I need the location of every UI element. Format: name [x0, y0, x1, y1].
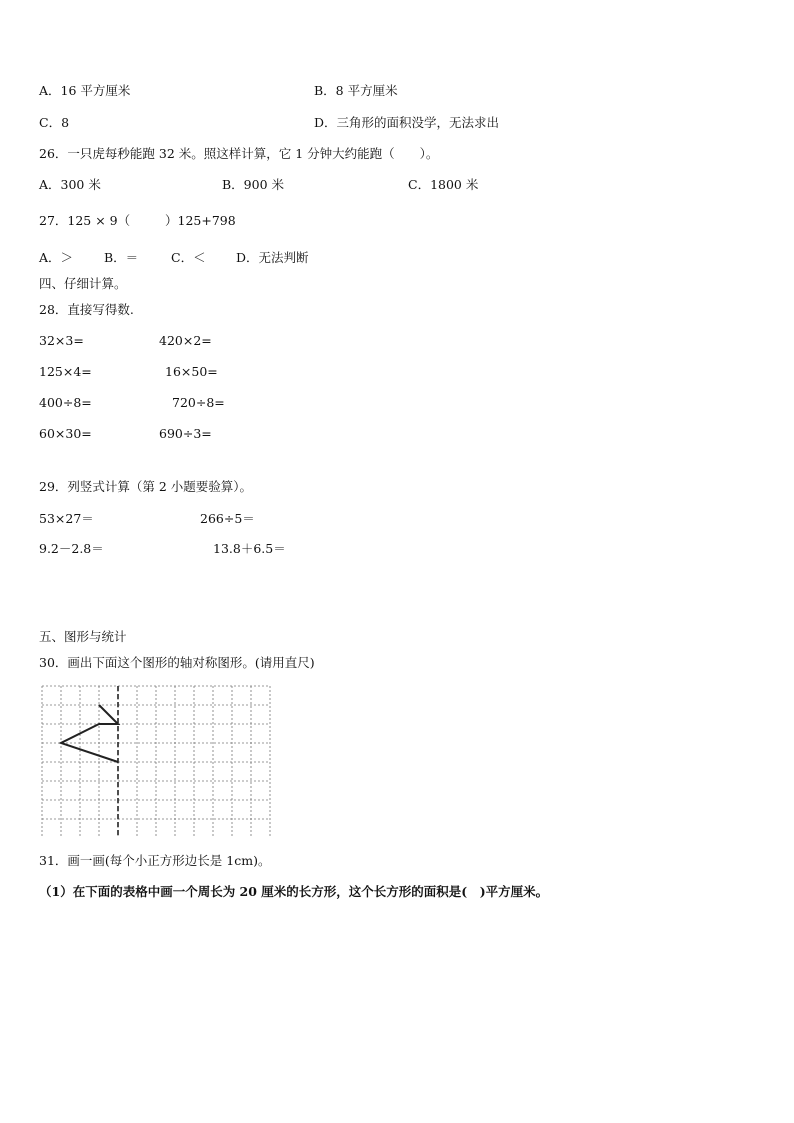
- half-shape: [61, 705, 118, 762]
- q25-option-d[interactable]: D．三角形的面积没学，无法求出: [314, 115, 500, 130]
- q29-item-3: 9.2－2.8＝: [39, 541, 104, 556]
- q30-grid-figure[interactable]: [40, 684, 276, 836]
- q29-item-4: 13.8＋6.5＝: [213, 541, 286, 556]
- q28-item-4: 16×50=: [165, 364, 218, 379]
- q26-option-b[interactable]: B．900 米: [222, 177, 285, 192]
- q28-item-7: 60×30=: [39, 426, 92, 441]
- q27-stem-left: 27．125 × 9（: [39, 213, 131, 228]
- q29-stem: 29．列竖式计算（第 2 小题要验算）。: [39, 479, 253, 494]
- q27-stem-right: ）125+798: [165, 213, 236, 228]
- q31-stem: 31．画一画(每个小正方形边长是 1cm)。: [39, 853, 271, 868]
- q28-item-1: 32×3=: [39, 333, 84, 348]
- q26-option-a[interactable]: A．300 米: [39, 177, 101, 192]
- q27-option-d[interactable]: D．无法判断: [236, 250, 309, 265]
- section-5-title: 五、图形与统计: [39, 629, 127, 644]
- q27-option-a[interactable]: A．＞: [39, 250, 74, 265]
- q29-item-1: 53×27＝: [39, 511, 94, 526]
- q28-item-5: 400÷8=: [39, 395, 92, 410]
- q29-item-2: 266÷5＝: [200, 511, 255, 526]
- q28-item-6: 720÷8=: [172, 395, 225, 410]
- q25-option-b[interactable]: B．8 平方厘米: [314, 83, 398, 98]
- q25-option-a[interactable]: A．16 平方厘米: [39, 83, 131, 98]
- q27-option-b[interactable]: B．＝: [104, 250, 139, 265]
- dotted-grid: [42, 686, 270, 836]
- q27-option-c[interactable]: C．＜: [171, 250, 206, 265]
- q25-option-c[interactable]: C．8: [39, 115, 70, 130]
- section-4-title: 四、仔细计算。: [39, 276, 127, 291]
- q28-item-3: 125×4=: [39, 364, 92, 379]
- q26-option-c[interactable]: C．1800 米: [408, 177, 479, 192]
- q26-stem: 26．一只虎每秒能跑 32 米。照这样计算，它 1 分钟大约能跑（ ）。: [39, 146, 439, 161]
- q30-stem: 30．画出下面这个图形的轴对称图形。(请用直尺): [39, 655, 315, 670]
- q28-item-2: 420×2=: [159, 333, 212, 348]
- q28-stem: 28．直接写得数.: [39, 302, 134, 317]
- q31-sub1: （1）在下面的表格中画一个周长为 20 厘米的长方形，这个长方形的面积是( )平方厘米。: [39, 884, 549, 899]
- q28-item-8: 690÷3=: [159, 426, 212, 441]
